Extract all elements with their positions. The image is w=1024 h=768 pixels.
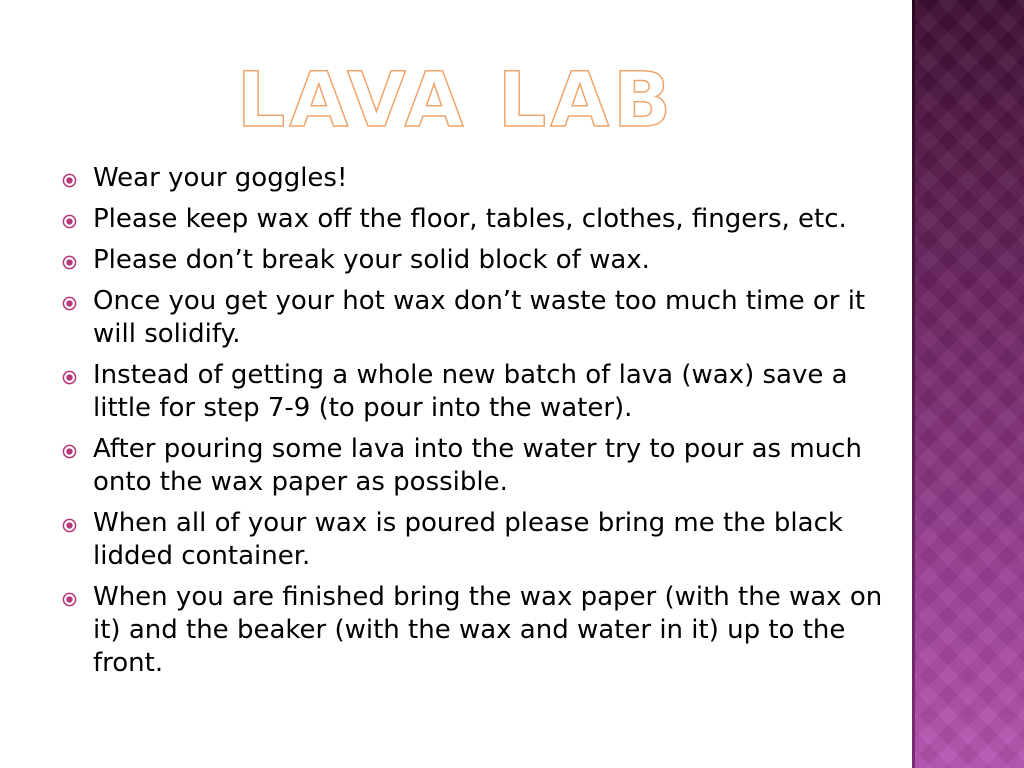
target-bullet-icon	[62, 370, 77, 385]
target-bullet-icon	[62, 214, 77, 229]
side-band-edge	[912, 0, 915, 768]
bullet-item	[62, 581, 897, 680]
bullet-item	[62, 433, 897, 499]
bullet-text: Please don’t break your solid block of wax.	[93, 245, 650, 275]
bullet-text: Instead of getting a whole new batch of lava (wax) save a little for step 7-9 (to pour into the water).	[93, 360, 848, 423]
slide-title: LAVA LAB	[236, 55, 676, 144]
bullet-text: When all of your wax is poured please bring me the black lidded container.	[93, 508, 843, 571]
bullet-text: Please keep wax off the floor, tables, clothes, fingers, etc.	[93, 204, 847, 234]
target-bullet-icon	[62, 444, 77, 459]
bullet-text: Wear your goggles!	[93, 163, 348, 193]
bullet-item	[62, 244, 897, 277]
bullet-item	[62, 507, 897, 573]
target-bullet-icon	[62, 255, 77, 270]
target-bullet-icon	[62, 518, 77, 533]
bullet-item	[62, 285, 897, 351]
target-bullet-icon	[62, 173, 77, 188]
bullet-item	[62, 162, 897, 195]
bullet-item	[62, 203, 897, 236]
bullet-text: When you are finished bring the wax paper (with the wax on it) and the beaker (with the wax and water in it) up to the front.	[93, 582, 883, 678]
bullet-list	[62, 162, 897, 688]
bullet-item	[62, 359, 897, 425]
bullet-text: Once you get your hot wax don’t waste too much time or it will solidify.	[93, 286, 866, 349]
decorative-side-band	[912, 0, 1024, 768]
bullet-text: After pouring some lava into the water try to pour as much onto the wax paper as possible.	[93, 434, 862, 497]
target-bullet-icon	[62, 592, 77, 607]
target-bullet-icon	[62, 296, 77, 311]
